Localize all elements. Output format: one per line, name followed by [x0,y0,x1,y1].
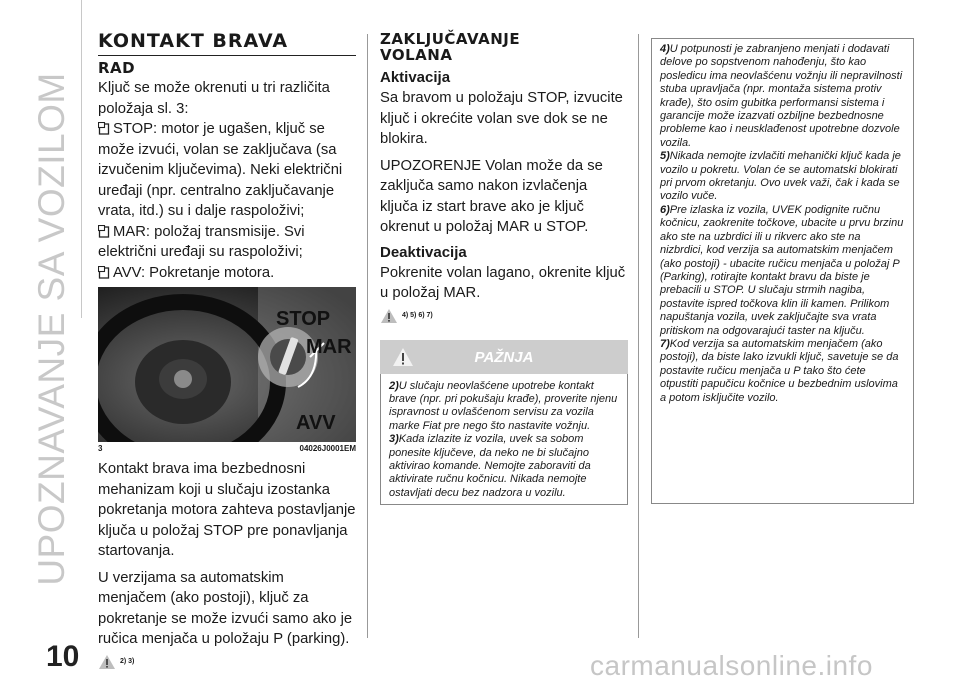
warning-references [98,654,356,670]
watermark-link[interactable]: carmanualsonline.info [590,650,873,681]
steering-lock-title: ZAKLJUČAVANJE VOLANA [380,30,521,64]
page-number: 10 [46,640,80,673]
note-item: 4)U potpunosti je zabranjeno menjati i dodavati delove po sopstvenom nahođenju, što kao posledicu ima neovlašćenu vožnju ili nepravilnosti stuba upravljača (npr. montaža sistema protiv krađe), što osim gubitka performansi sistema i garancije može izazvati ozbiljne bezbednosne probleme kao i neusklađenost upotrebne dozvole vozila. [660,43,903,149]
bullet-item: MAR: položaj transmisije. Svi električni uređaji su raspoloživi; [98,223,305,260]
bullet-marker-icon [98,225,110,238]
warning-text: UPOZORENJE Volan može da se zaključa samo nakon izvlačenja ključa iz start brave ako je ključ okrenut u položaj MAR u STOP. [380,157,603,235]
figure-code: 04026J0001EM [299,444,356,453]
attention-notes [380,374,628,506]
deactivation-text: Pokrenite volan lagano, okrenite ključ u položaj MAR. [380,264,626,301]
bullet-marker-icon [98,266,110,279]
bullet-marker-icon [98,122,110,135]
notes-box [651,38,914,504]
note-item: 6)Pre izlaska iz vozila, UVEK podignite ručnu kočnicu, zaokrenite točkove, ubacite u prvu brzinu ako ste na uzbrdici ili u rikverc ako ste na nizbrdici, kod verzija sa automatskim menjačem (ako postoji) - ubacite ručicu menjača u položaj P (Parking), rotirajte kontakt bravu da biste je prebacili u STOP. U slučaju strmih nagiba, postavite ispred točkova klin ili kamen. Prilikom napuštanja vozila, uvek zaključajte sva vrata pritiskom na odgovarajući taster na ključu. [660,203,904,337]
activation-heading: Aktivacija [380,69,451,86]
column-divider [367,34,368,638]
bullet-item: STOP: motor je ugašen, ključ se može izvući, volan se zaključava (sa izvučenim ključevima). Neki električni uređaji (npr. centralno zaključavanje vrata, itd.) su i dalje raspoloživi; [98,121,343,219]
attention-title: PAŽNJA [474,348,534,366]
attention-header [380,340,628,374]
column-divider [638,34,639,638]
sidebar-chapter-title: UPOZNAVANJE SA VOZILOM [31,72,72,586]
warning-triangle-icon [98,654,116,670]
bullet-item: AVV: Pokretanje motora. [98,263,356,284]
body-paragraph: U verzijama sa automatskim menjačem (ako postoji), ključ za pokretanje se može izvući samo ako je ručica menjača u položaju P (parking). [98,569,353,647]
column-1 [98,30,356,670]
warning-references [380,308,628,324]
deactivation-heading: Deaktivacija [380,243,467,261]
reference-numbers: 4) 5) 6) 7) [402,312,433,319]
figure-caption [98,444,356,453]
figure-number: 3 [98,444,103,453]
figure-label-mar: MAR [306,336,352,358]
warning-triangle-icon [380,308,398,324]
note-item: 7)Kod verzija sa automatskim menjačem (ako postoji), da biste lako izvukli ključ, savetuje se da postavite ručicu menjača u P tako što ćete otpustiti papučicu kočnice u bezbednim uslovima a potom isključite vozilo. [660,337,899,404]
note-item: 3)Kada izlazite iz vozila, uvek sa sobom ponesite ključeve, da neko ne bi slučajno aktivirao komande. Nemojte zaboraviti da aktivirate ručnu kočnicu. Nikada nemojte ostavljati decu bez nadzora u vozilu. [389,433,591,499]
note-item: 2)U slučaju neovlašćene upotrebe kontakt brave (npr. pri pokušaju krađe), proverite njenu ispravnost u ovlašćenom servisu za vozila marke Fiat pre nego što nastavite vožnju. [389,379,618,432]
sidebar-rule [81,0,82,318]
body-paragraph: Kontakt brava ima bezbednosni mehanizam koji u slučaju izostanka pokretanja motora zahteva postavljanje ključa u položaj STOP pre ponavljanja startovanja. [98,461,356,559]
figure-label-stop: STOP [276,308,331,330]
column-2 [380,30,628,505]
reference-numbers: 2) 3) [120,658,135,665]
section-title: KONTAKT BRAVA [98,30,356,56]
note-item: 5)Nikada nemojte izvlačiti mehanički ključ kada je vozilo u pokretu. Volan će se automatski blokirati pri prvom okretanju. Ovo uvek važi, čak i kada se vozilo vuče. [660,150,901,203]
figure-label-avv: AVV [296,412,336,434]
activation-text: Sa bravom u položaju STOP, izvucite ključ i okrećite volan sve dok se ne blokira. [380,90,623,147]
subsection-title: RAD [98,59,136,77]
intro-text: Ključ se može okrenuti u tri različita položaja sl. 3: [98,80,330,117]
ignition-photo [98,287,356,442]
